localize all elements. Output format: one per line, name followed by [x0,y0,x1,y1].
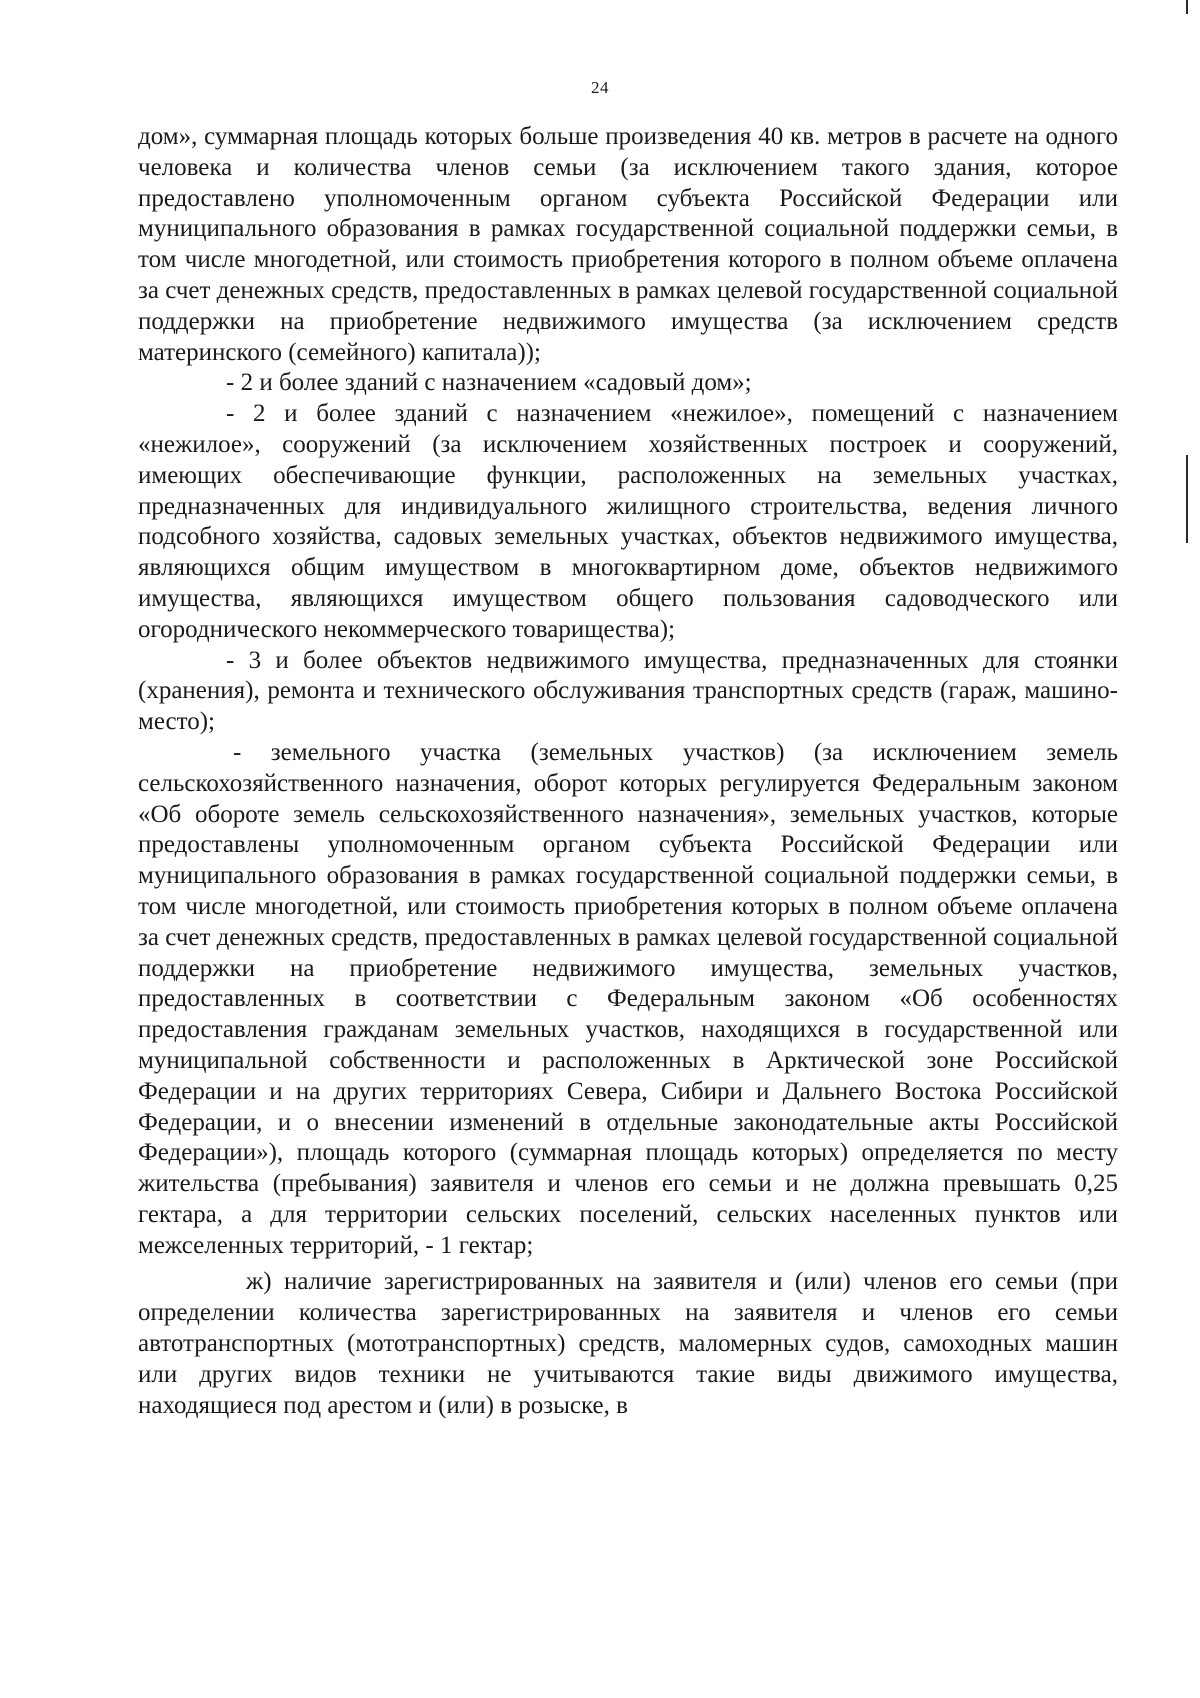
scan-edge-mark-top [1186,0,1188,14]
paragraph-non-residential: - 2 и более зданий с назначением «нежилое», помещений с назначением «нежилое», сооружений (за исключением хозяйственных построек и сооружений, имеющих обеспечивающие функции, расположенных на земельных участках, предназначенных для индивидуального жилищного строительства, ведения личного подсобного хозяйства, садовых земельных участках, объектов недвижимого имущества, являющихся общим имуществом в многоквартирном доме, объектов недвижимого имущества, являющихся имуществом общего пользования садоводческого или огороднического некоммерческого товарищества); [138,400,1118,643]
paragraph-garages: - 3 и более объектов недвижимого имущества, предназначенных для стоянки (хранения), ремонта и технического обслуживания транспортных средств (гараж, машино-место); [138,646,1118,736]
document-body [138,122,1118,1421]
paragraph-vehicles: ж) наличие зарегистрированных на заявителя и (или) членов его семьи (при определении количества зарегистрированных на заявителя и членов его семьи автотранспортных (мототранспортных) средств, маломерных судов, самоходных машин или других видов техники не учитываются такие виды движимого имущества, находящиеся под арестом и (или) в розыске, в [138,1268,1118,1419]
paragraph-land-plots: - земельного участка (земельных участков) (за исключением земель сельскохозяйственного назначения, оборот которых регулируется Федеральным законом «Об обороте земель сельскохозяйственного назначения», земельных участков, которые предоставлены уполномоченным органом субъекта Российской Федерации или муниципального образования в рамках государственной социальной поддержки семьи, в том числе многодетной, или стоимость приобретения которых в полном объеме оплачена за счет денежных средств, предоставленных в рамках целевой государственной социальной поддержки на приобретение недвижимого имущества, земельных участков, предоставленных в соответствии с Федеральным законом «Об особенностях предоставления гражданам земельных участков, находящихся в государственной или муниципальной собственности и расположенных в Арктической зоне Российской Федерации и на других территориях Севера, Сибири и Дальнего Востока Российской Федерации, и о внесении изменений в отдельные законодательные акты Российской Федерации»), площадь которого (суммарная площадь которых) определяется по месту жительства (пребывания) заявителя и членов его семьи и не должна превышать 0,25 гектара, а для территории сельских поселений, сельских населенных пунктов или межселенных территорий, - 1 гектар; [138,738,1118,1259]
paragraph-garden-houses: - 2 и более зданий с назначением «садовый дом»; [226,369,752,397]
scan-edge-mark-right [1186,455,1188,543]
paragraph-residential-area: дом», суммарная площадь которых больше произведения 40 кв. метров в расчете на одного человека и количества членов семьи (за исключением такого здания, которое предоставлено уполномоченным органом субъекта Российской Федерации или муниципального образования в рамках государственной социальной поддержки семьи, в том числе многодетной, или стоимость приобретения которого в полном объеме оплачена за счет денежных средств, предоставленных в рамках целевой государственной социальной поддержки на приобретение недвижимого имущества (за исключением средств материнского (семейного) капитала)); [138,123,1118,366]
page-number: 24 [591,78,609,97]
